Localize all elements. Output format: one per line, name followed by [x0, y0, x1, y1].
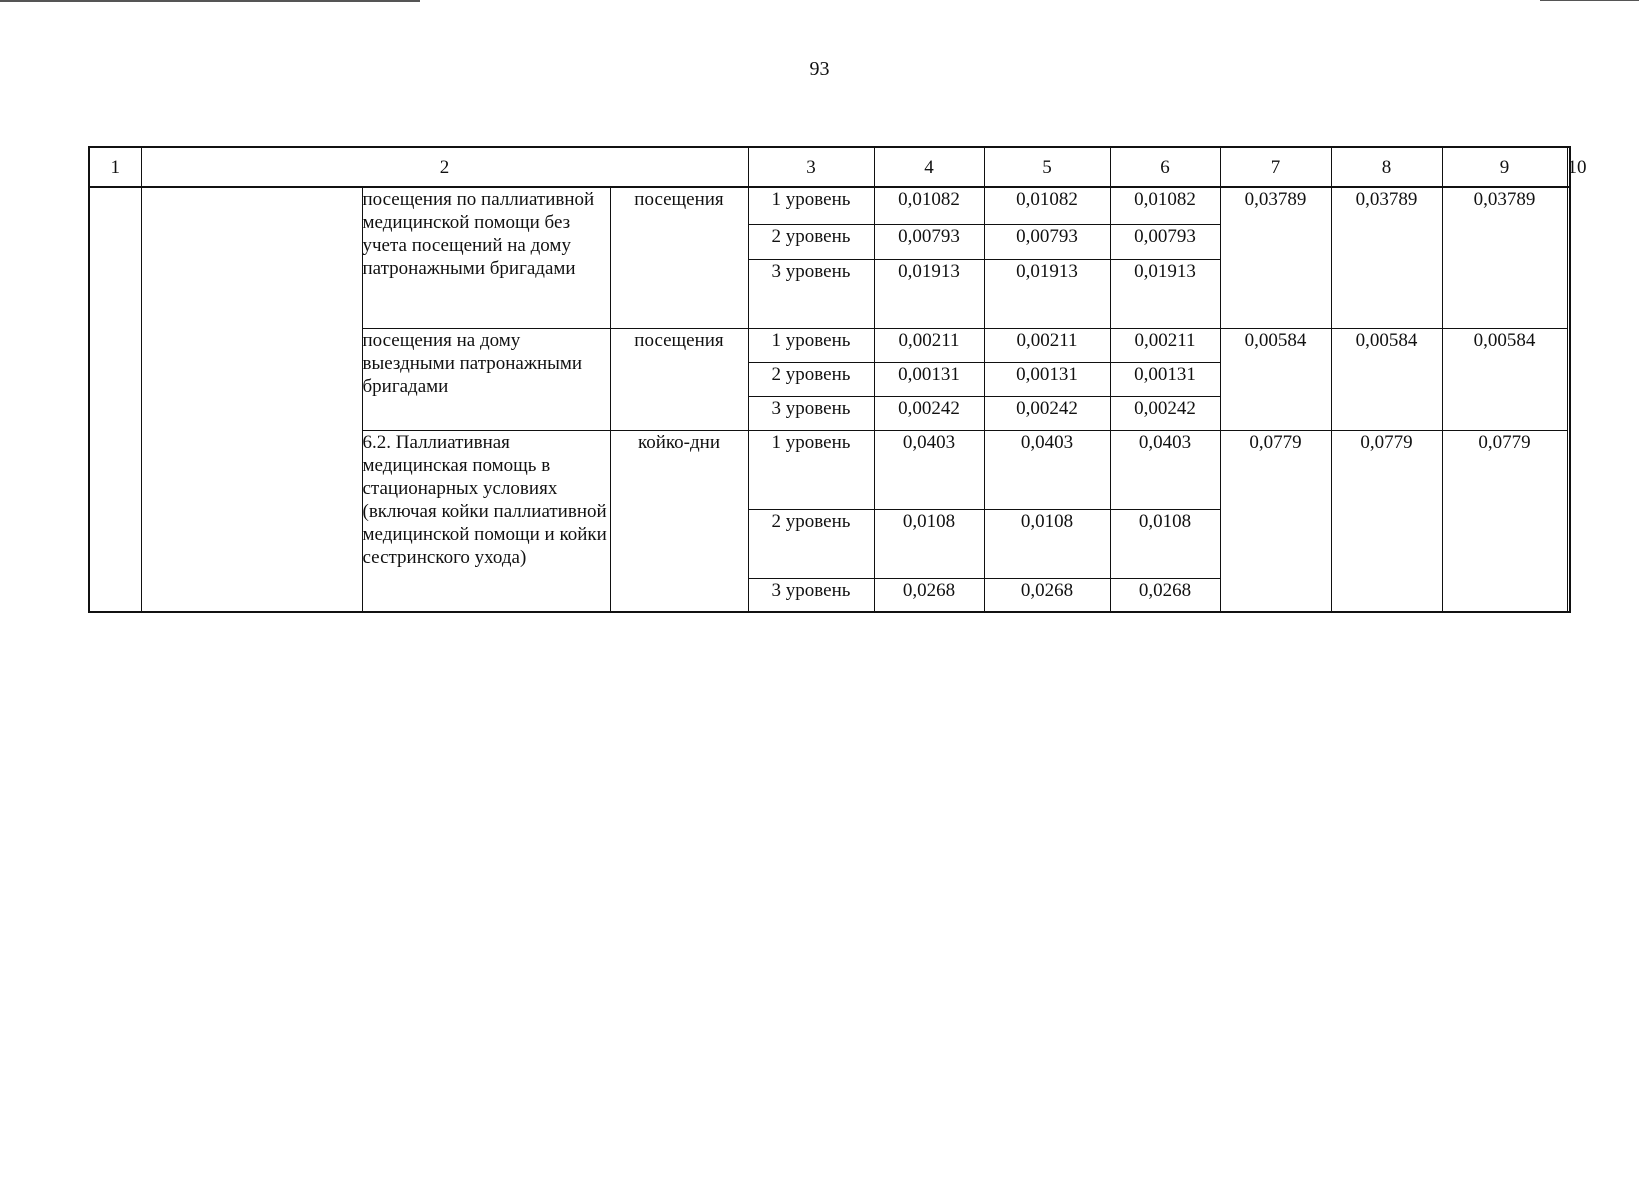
- value-cell: 0,00211: [874, 328, 984, 362]
- row-unit: койко-дни: [610, 430, 748, 612]
- header-cell: 6: [1110, 147, 1220, 187]
- value-cell: 0,0268: [874, 578, 984, 612]
- value-cell: 0,0268: [984, 578, 1110, 612]
- total-cell: 0,0779: [1331, 430, 1442, 612]
- value-cell: 0,00793: [984, 224, 1110, 259]
- value-cell: 0,01913: [874, 259, 984, 328]
- value-cell: 0,00211: [984, 328, 1110, 362]
- value-cell: 0,00793: [1110, 224, 1220, 259]
- value-cell: 0,0108: [984, 509, 1110, 578]
- row-unit: посещения: [610, 187, 748, 328]
- table-row: [89, 187, 1570, 224]
- header-cell: 7: [1220, 147, 1331, 187]
- total-cell: 0,0779: [1220, 430, 1331, 612]
- level-cell: 2 уровень: [748, 224, 874, 259]
- scan-edge-line: [1540, 0, 1639, 1]
- total-cell: 0,03789: [1220, 187, 1331, 328]
- header-cell: 4: [874, 147, 984, 187]
- scan-edge-line: [0, 0, 420, 2]
- level-cell: 3 уровень: [748, 578, 874, 612]
- header-cell: 8: [1331, 147, 1442, 187]
- header-cell: 9: [1442, 147, 1567, 187]
- page-number: 93: [809, 58, 830, 80]
- value-cell: 0,00131: [874, 362, 984, 396]
- value-cell: 0,01082: [984, 187, 1110, 224]
- value-cell: 0,0403: [874, 430, 984, 509]
- row-description: 6.2. Паллиативная медицинская помощь в стационарных условиях (включая койки паллиативной медицинской помощи и койки сестринского ухода): [362, 430, 610, 612]
- value-cell: 0,00242: [874, 396, 984, 430]
- level-cell: 1 уровень: [748, 187, 874, 224]
- value-cell: 0,00793: [874, 224, 984, 259]
- value-cell: 0,0268: [1110, 578, 1220, 612]
- header-cell: 5: [984, 147, 1110, 187]
- header-cell: 2: [141, 147, 748, 187]
- data-table: [88, 146, 1587, 613]
- total-cell: 0,03789: [1331, 187, 1442, 328]
- header-cell: 3: [748, 147, 874, 187]
- level-cell: 1 уровень: [748, 430, 874, 509]
- header-row: [89, 147, 1570, 187]
- value-cell: 0,0403: [1110, 430, 1220, 509]
- value-cell: 0,00131: [984, 362, 1110, 396]
- total-cell: 0,0779: [1442, 430, 1567, 612]
- header-cell: 10: [1567, 147, 1570, 187]
- value-cell: 0,0108: [874, 509, 984, 578]
- value-cell: 0,0403: [984, 430, 1110, 509]
- level-cell: 2 уровень: [748, 362, 874, 396]
- row-description: посещения на дому выездными патронажными бригадами: [362, 328, 610, 430]
- total-cell: 0,03789: [1442, 187, 1567, 328]
- level-cell: 3 уровень: [748, 259, 874, 328]
- total-cell: 0,00584: [1331, 328, 1442, 430]
- value-cell: 0,00242: [984, 396, 1110, 430]
- value-cell: 0,01082: [874, 187, 984, 224]
- level-cell: 2 уровень: [748, 509, 874, 578]
- value-cell: 0,00131: [1110, 362, 1220, 396]
- header-cell: 1: [89, 147, 141, 187]
- value-cell: 0,00242: [1110, 396, 1220, 430]
- row-description: посещения по паллиативной медицинской помощи без учета посещений на дому патронажными бригадами: [362, 187, 610, 328]
- level-cell: 1 уровень: [748, 328, 874, 362]
- value-cell: 0,01082: [1110, 187, 1220, 224]
- value-cell: 0,01913: [984, 259, 1110, 328]
- value-cell: 0,00211: [1110, 328, 1220, 362]
- total-cell: 0,00584: [1442, 328, 1567, 430]
- value-cell: 0,0108: [1110, 509, 1220, 578]
- blank-cell: [141, 187, 362, 612]
- value-cell: 0,01913: [1110, 259, 1220, 328]
- row-unit: посещения: [610, 328, 748, 430]
- level-cell: 3 уровень: [748, 396, 874, 430]
- blank-cell: [89, 187, 141, 612]
- total-cell: 0,00584: [1220, 328, 1331, 430]
